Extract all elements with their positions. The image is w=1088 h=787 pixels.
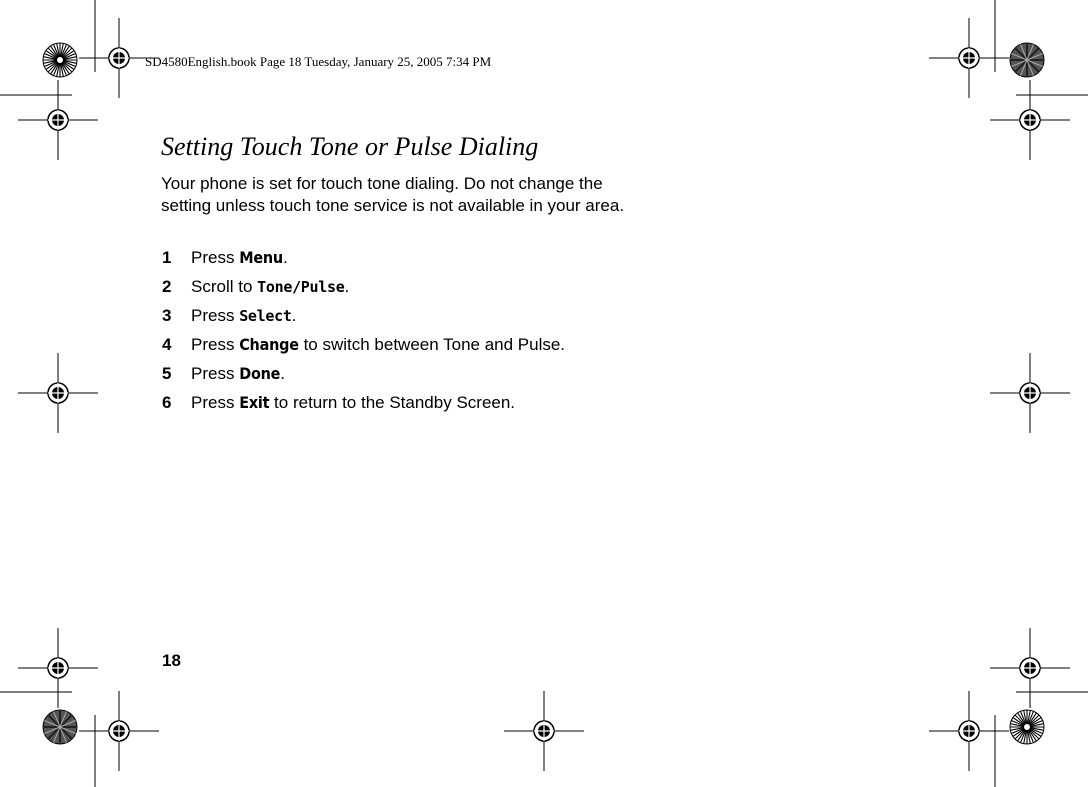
step-text: Press Done. bbox=[191, 364, 285, 383]
section-title: Setting Touch Tone or Pulse Dialing bbox=[161, 132, 539, 161]
display-option-tone-pulse: Tone/Pulse bbox=[257, 278, 345, 296]
page-number: 18 bbox=[162, 651, 181, 670]
step-number: 2 bbox=[162, 277, 172, 296]
book-file-header: SD4580English.book Page 18 Tuesday, January 25, 2005 7:34 PM bbox=[145, 54, 492, 69]
softkey-done: Done bbox=[239, 364, 281, 383]
step-text: Press Select. bbox=[191, 306, 297, 325]
softkey-menu: Menu bbox=[239, 248, 283, 267]
step-text: Press Menu. bbox=[191, 248, 288, 267]
step-text: Press Exit to return to the Standby Screen. bbox=[191, 393, 516, 412]
step-number: 5 bbox=[162, 364, 172, 383]
step-text: Scroll to Tone/Pulse. bbox=[191, 277, 350, 296]
intro-paragraph: Your phone is set for touch tone dialing. Do not change the setting unless touch tone service is not available in your area. bbox=[161, 174, 625, 215]
softkey-change: Change bbox=[239, 335, 299, 354]
softkey-select: Select bbox=[239, 307, 292, 325]
softkey-exit: Exit bbox=[239, 393, 270, 412]
step-number: 3 bbox=[162, 306, 172, 325]
step-text: Press Change to switch between Tone and Pulse. bbox=[191, 335, 566, 354]
step-number: 4 bbox=[162, 335, 172, 354]
step-number: 1 bbox=[162, 248, 172, 267]
step-number: 6 bbox=[162, 393, 172, 412]
